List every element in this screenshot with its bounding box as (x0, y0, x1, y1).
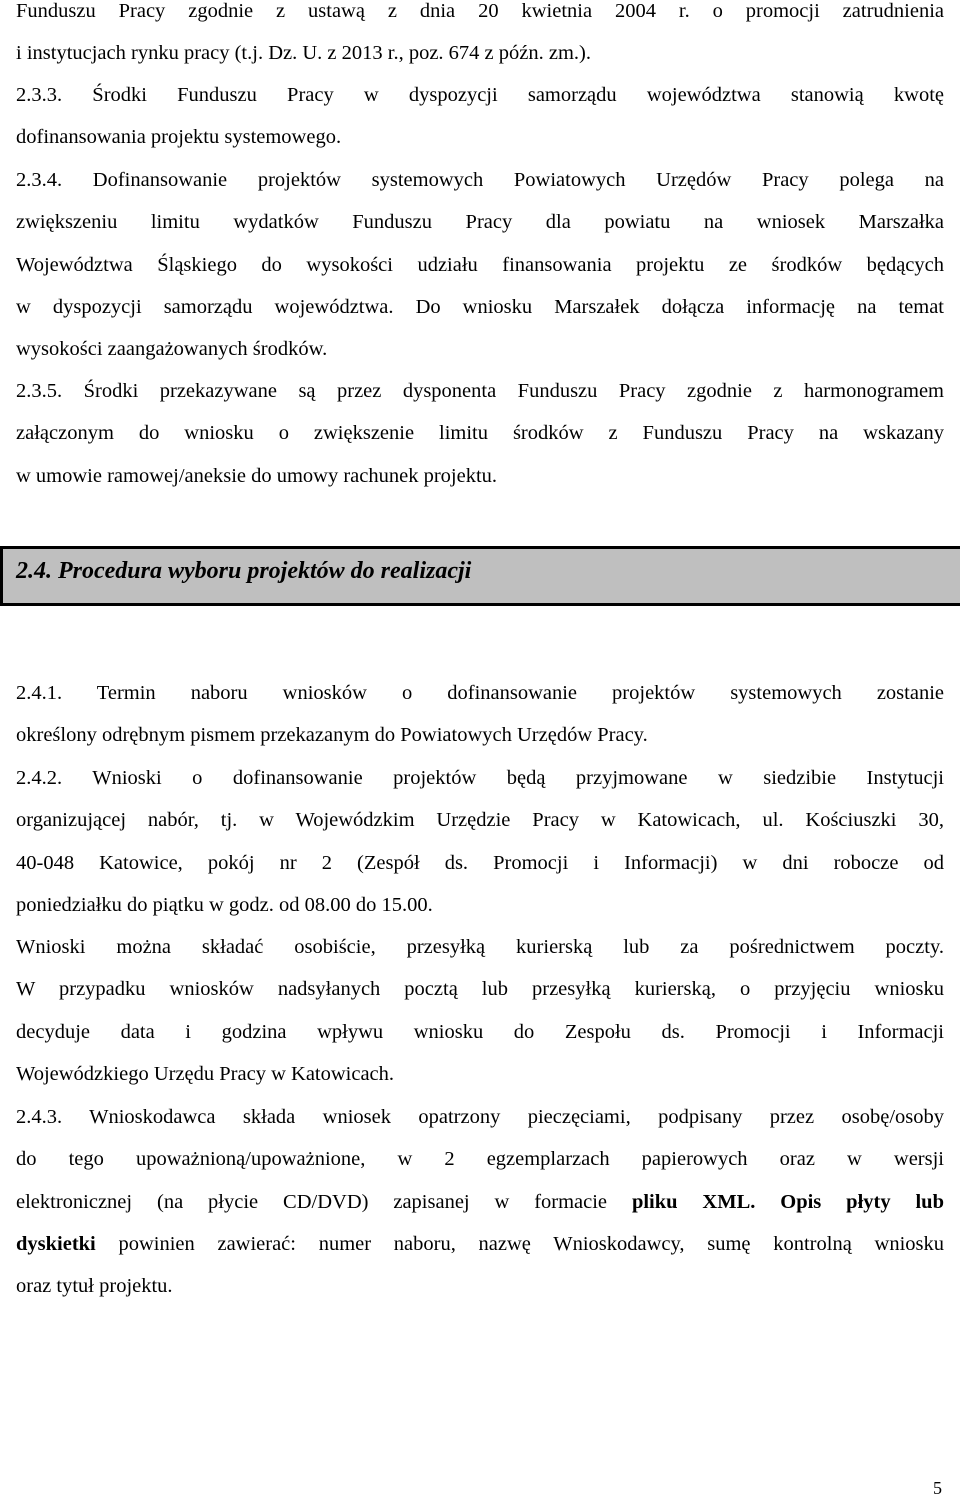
text-line: określony odrębnym pismem przekazanym do Powiatowych Urzędów Pracy. (16, 724, 648, 747)
text-run: elektronicznej (na płycie CD/DVD) zapisanej w formacie (16, 1190, 632, 1213)
text-run (755, 1191, 780, 1213)
text-line: i instytucjach rynku pracy (t.j. Dz. U. z 2013 r., poz. 674 z późn. zm.). (16, 42, 591, 65)
page-number: 5 (933, 1478, 942, 1498)
text-line: załączonym do wniosku o zwiększenie limitu środków z Funduszu Pracy na wskazany (16, 422, 944, 445)
text-line: poniedziałku do piątku w godz. od 08.00 do 15.00. (16, 893, 433, 916)
bold-text: pliku XML. (631, 1190, 756, 1213)
text-line: wysokości zaangażowanych środków. (16, 338, 328, 361)
paragraph-2-4-2 (16, 757, 944, 1095)
text-line: w umowie ramowej/aneksie do umowy rachunek projektu. (16, 464, 498, 487)
text-line: W przypadku wniosków nadsyłanych pocztą lub przesyłką kurierską, o przyjęciu wniosku (16, 978, 944, 1001)
paragraph-2-4-1 (16, 672, 944, 757)
paragraph-2-3-4 (16, 159, 944, 370)
text-line: 2.3.4. Dofinansowanie projektów systemowych Powiatowych Urzędów Pracy polega na (16, 169, 944, 191)
paragraph-continuation (16, 0, 944, 75)
text-line: Województwa Śląskiego do wysokości udziału finansowania projektu ze środków będących (16, 253, 944, 276)
section-heading: 2.4. Procedura wyboru projektów do realizacji (16, 558, 472, 584)
paragraph-2-3-5 (16, 370, 944, 497)
text-run: powinien zawierać: numer naboru, nazwę Wnioskodawcy, sumę kontrolną wniosku (95, 1232, 944, 1255)
paragraph-2-3-3 (16, 74, 944, 159)
text-line (16, 1223, 944, 1265)
text-line: organizującej nabór, tj. w Wojewódzkim Urzędzie Pracy w Katowicach, ul. Kościuszki 30, (16, 809, 944, 832)
text-line: 2.3.5. Środki przekazywane są przez dysponenta Funduszu Pracy zgodnie z harmonogramem (16, 380, 944, 402)
text-line: zwiększeniu limitu wydatków Funduszu Pracy dla powiatu na wniosek Marszałka (16, 211, 944, 234)
paragraph-2-4-3 (16, 1096, 944, 1307)
text-line: oraz tytuł projektu. (16, 1275, 173, 1298)
text-line: Wojewódzkiego Urzędu Pracy w Katowicach. (16, 1063, 395, 1086)
text-line: 2.4.1. Termin naboru wniosków o dofinansowanie projektów systemowych zostanie (16, 682, 944, 704)
text-line: Funduszu Pracy zgodnie z ustawą z dnia 20 kwietnia 2004 r. o promocji zatrudnienia (16, 0, 944, 22)
text-line: dofinansowania projektu systemowego. (16, 126, 342, 149)
text-line: decyduje data i godzina wpływu wniosku do Zespołu ds. Promocji i Informacji (16, 1020, 944, 1043)
text-line: do tego upoważnioną/upoważnione, w 2 egzemplarzach papierowych oraz w wersji (16, 1148, 944, 1171)
bold-text: Opis płyty lub (780, 1190, 944, 1213)
bold-text: dyskietki (16, 1232, 96, 1255)
text-line: 2.4.2. Wnioski o dofinansowanie projektów będą przyjmowane w siedzibie Instytucji (16, 767, 944, 789)
text-line: 2.4.3. Wnioskodawca składa wniosek opatrzony pieczęciami, podpisany przez osobę/osoby (16, 1106, 944, 1128)
text-line: 2.3.3. Środki Funduszu Pracy w dyspozycji samorządu województwa stanowią kwotę (16, 84, 944, 106)
section-heading-box (0, 546, 960, 606)
text-line (16, 1181, 944, 1223)
text-line: Wnioski można składać osobiście, przesyłką kurierską lub za pośrednictwem poczty. (16, 936, 944, 959)
text-line: 40-048 Katowice, pokój nr 2 (Zespół ds. Promocji i Informacji) w dni robocze od (16, 851, 944, 874)
text-line: w dyspozycji samorządu województwa. Do wniosku Marszałek dołącza informację na temat (16, 295, 944, 318)
